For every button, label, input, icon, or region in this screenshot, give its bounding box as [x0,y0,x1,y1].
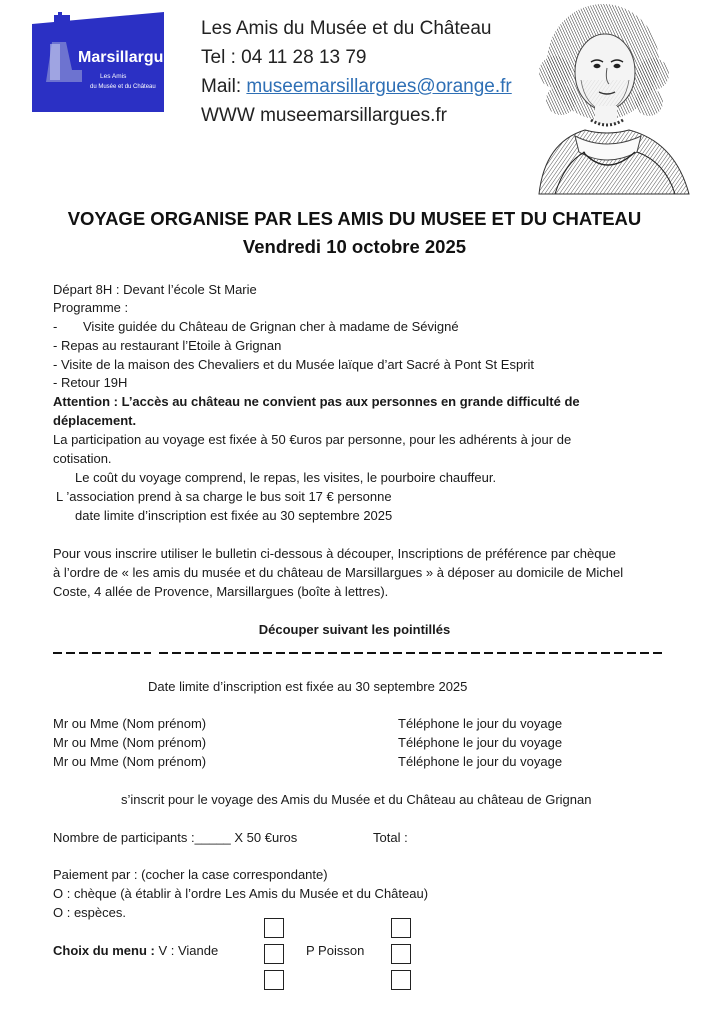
cost-includes: Le coût du voyage comprend, le repas, les visites, le pourboire chauffeur. [75,470,497,485]
menu-choice-row [53,942,218,961]
programme-item-1: Visite guidée du Château de Grignan cher à madame de Sévigné [83,319,459,334]
payment-label: Paiement par : (cocher la case correspondante) [53,867,328,882]
form-phone-label-2[interactable]: Téléphone le jour du voyage [398,735,563,750]
fish-checkbox-3[interactable] [391,970,411,990]
price-line-1: La participation au voyage est fixée à 50 €uros par personne, pour les adhérents à jour de [53,432,572,447]
form-name-label-2[interactable]: Mr ou Mme (Nom prénom) [53,735,207,750]
subscribe-text: s’inscrit pour le voyage des Amis du Musée et du Château au château de Grignan [121,792,592,807]
cut-instruction: Découper suivant les pointillés [258,622,451,637]
mail-label: Mail: [201,76,247,97]
menu-meat-label: V : Viande [154,943,219,958]
programme-item-2: - Repas au restaurant l’Etoile à Grignan [53,338,282,353]
attention-line-1: Attention : L’accès au château ne convient pas aux personnes en grande difficulté de [53,394,580,409]
logo-brand-text: Marsillargues [78,49,182,66]
form-name-label-1[interactable]: Mr ou Mme (Nom prénom) [53,716,207,731]
programme-label: Programme : [53,300,129,315]
cut-dashed-line [53,645,663,659]
meat-checkbox-2[interactable] [264,944,284,964]
meat-checkbox-1[interactable] [264,918,284,938]
fish-checkbox-1[interactable] [391,918,411,938]
fish-checkbox-2[interactable] [391,944,411,964]
programme-item-dash: - [53,319,58,334]
portrait-engraving [525,2,709,194]
programme-item-4: - Retour 19H [53,375,128,390]
org-website: WWW museemarsillargues.fr [201,105,447,126]
org-name: Les Amis du Musée et du Château [201,18,492,39]
page-date: Vendredi 10 octobre 2025 [242,236,467,257]
meat-checkbox-3[interactable] [264,970,284,990]
departure-text: Départ 8H : Devant l’école St Marie [53,282,257,297]
bus-charge: L ’association prend à sa charge le bus soit 17 € personne [56,489,392,504]
registration-line-3: Coste, 4 allée de Provence, Marsillargues (boîte à lettres). [53,584,389,599]
form-deadline: Date limite d’inscription est fixée au 30 septembre 2025 [148,679,468,694]
logo-sub-line2: du Musée et du Château [90,84,156,90]
museum-logo [32,12,182,112]
payment-cash-option[interactable]: O : espèces. [53,905,126,920]
org-phone: Tel : 04 11 28 13 79 [201,47,367,68]
programme-item-3: - Visite de la maison des Chevaliers et du Musée laïque d’art Sacré à Pont St Esprit [53,357,535,372]
org-mail-row [201,76,512,98]
total-field[interactable]: Total : [373,830,408,845]
mail-link[interactable]: museemarsillargues@orange.fr [246,76,512,97]
deadline-text: date limite d’inscription est fixée au 30 septembre 2025 [75,508,393,523]
attention-line-2: déplacement. [53,413,137,428]
form-phone-label-1[interactable]: Téléphone le jour du voyage [398,716,563,731]
payment-cheque-option[interactable]: O : chèque (à établir à l’ordre Les Amis du Musée et du Château) [53,886,429,901]
logo-sub-line1: Les Amis [100,73,127,80]
participants-field[interactable]: Nombre de participants :_____ X 50 €uros [53,830,298,845]
menu-fish-label: P Poisson [306,943,365,958]
menu-choice-label: Choix du menu : [53,943,155,958]
registration-line-1: Pour vous inscrire utiliser le bulletin ci-dessous à découper, Inscriptions de préférence par chèque [53,546,616,561]
registration-line-2: à l’ordre de « les amis du musée et du château de Marsillargues » à déposer au domicile de Michel [53,565,624,580]
page-title: VOYAGE ORGANISE PAR LES AMIS DU MUSEE ET DU CHATEAU [67,208,642,229]
price-line-2: cotisation. [53,451,112,466]
form-name-label-3[interactable]: Mr ou Mme (Nom prénom) [53,754,207,769]
form-phone-label-3[interactable]: Téléphone le jour du voyage [398,754,563,769]
